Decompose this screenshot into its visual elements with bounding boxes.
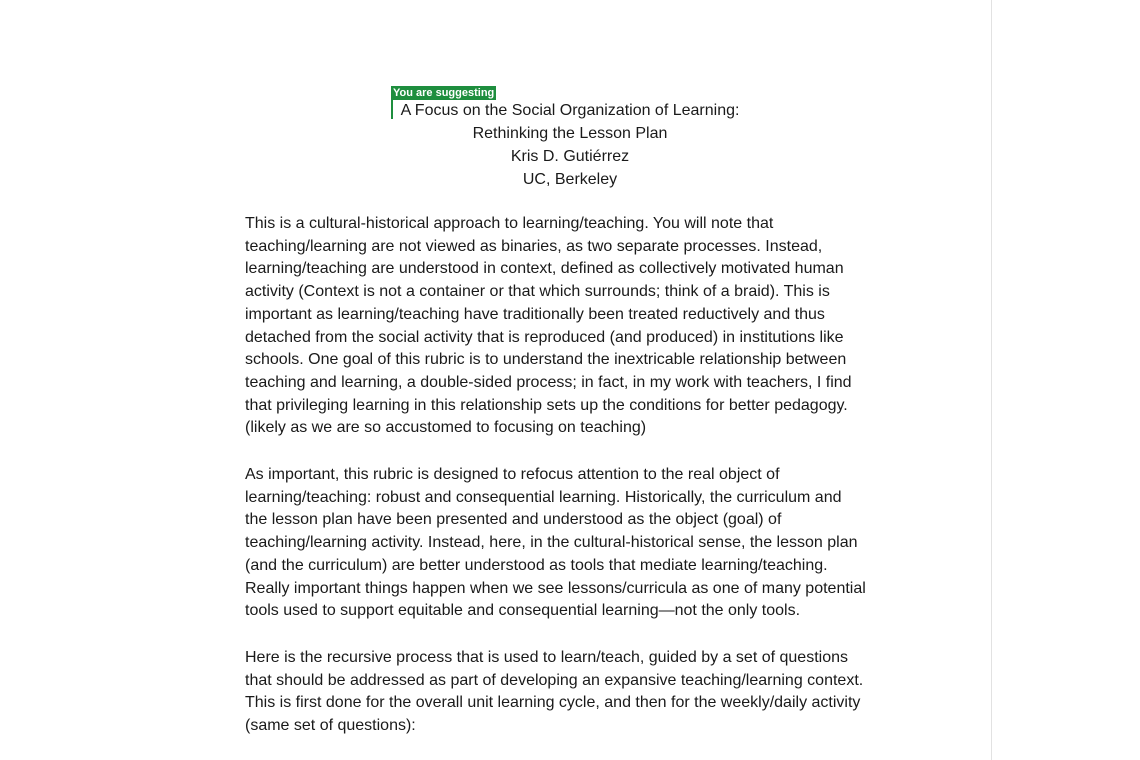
text-line: important as learning/teaching have traditionally been treated reductively and thus bbox=[245, 305, 825, 323]
text-line: teaching/learning are not viewed as binaries, as two separate processes. Instead, bbox=[245, 237, 823, 255]
document-subtitle: Rethinking the Lesson Plan bbox=[472, 125, 668, 142]
document-title-block bbox=[148, 99, 992, 191]
text-line: schools. One goal of this rubric is to understand the inextricable relationship between bbox=[245, 351, 847, 369]
text-line: activity (Context is not a container or that which surrounds; think of a braid). This is bbox=[245, 283, 830, 301]
text-line: that should be addressed as part of developing an expansive teaching/learning context. bbox=[245, 671, 864, 689]
text-line: learning/teaching: robust and consequential learning. Historically, the curriculum and bbox=[245, 488, 842, 506]
text-line: Really important things happen when we see lessons/curricula as one of many potential bbox=[245, 579, 866, 597]
text-line: (and the curriculum) are better understood as tools that mediate learning/teaching. bbox=[245, 556, 828, 574]
text-line: This is a cultural-historical approach to learning/teaching. You will note that bbox=[245, 215, 774, 232]
document-author: Kris D. Gutiérrez bbox=[510, 148, 630, 165]
text-line: Here is the recursive process that is used to learn/teach, guided by a set of questions bbox=[245, 649, 848, 666]
text-line: teaching/learning activity. Instead, here, in the cultural-historical sense, the lesson plan bbox=[245, 534, 858, 552]
paragraph-2 bbox=[245, 464, 905, 623]
document-title: A Focus on the Social Organization of Learning: bbox=[400, 102, 740, 119]
text-line: (same set of questions): bbox=[245, 717, 416, 735]
paragraph-3 bbox=[245, 647, 905, 738]
text-line: learning/teaching are understood in context, defined as collectively motivated human bbox=[245, 260, 844, 278]
text-line: This is first done for the overall unit learning cycle, and then for the weekly/daily activity bbox=[245, 694, 861, 712]
document-page[interactable] bbox=[148, 0, 992, 760]
text-line: that privileging learning in this relationship sets up the conditions for better pedagogy. bbox=[245, 396, 848, 414]
text-line: (likely as we are so accustomed to focusing on teaching) bbox=[245, 419, 647, 437]
text-line: tools used to support equitable and consequential learning—not the only tools. bbox=[245, 602, 801, 620]
text-line: detached from the social activity that is reproduced (and produced) in institutions like bbox=[245, 328, 844, 346]
document-affiliation: UC, Berkeley bbox=[522, 171, 618, 188]
suggesting-mode-badge: You are suggesting bbox=[393, 87, 495, 99]
text-line: the lesson plan have been presented and understood as the object (goal) of bbox=[245, 511, 782, 529]
text-line: teaching and learning, a double-sided process; in fact, in my work with teachers, I find bbox=[245, 373, 852, 391]
paragraph-1 bbox=[245, 213, 905, 440]
text-line: As important, this rubric is designed to refocus attention to the real object of bbox=[245, 466, 780, 483]
